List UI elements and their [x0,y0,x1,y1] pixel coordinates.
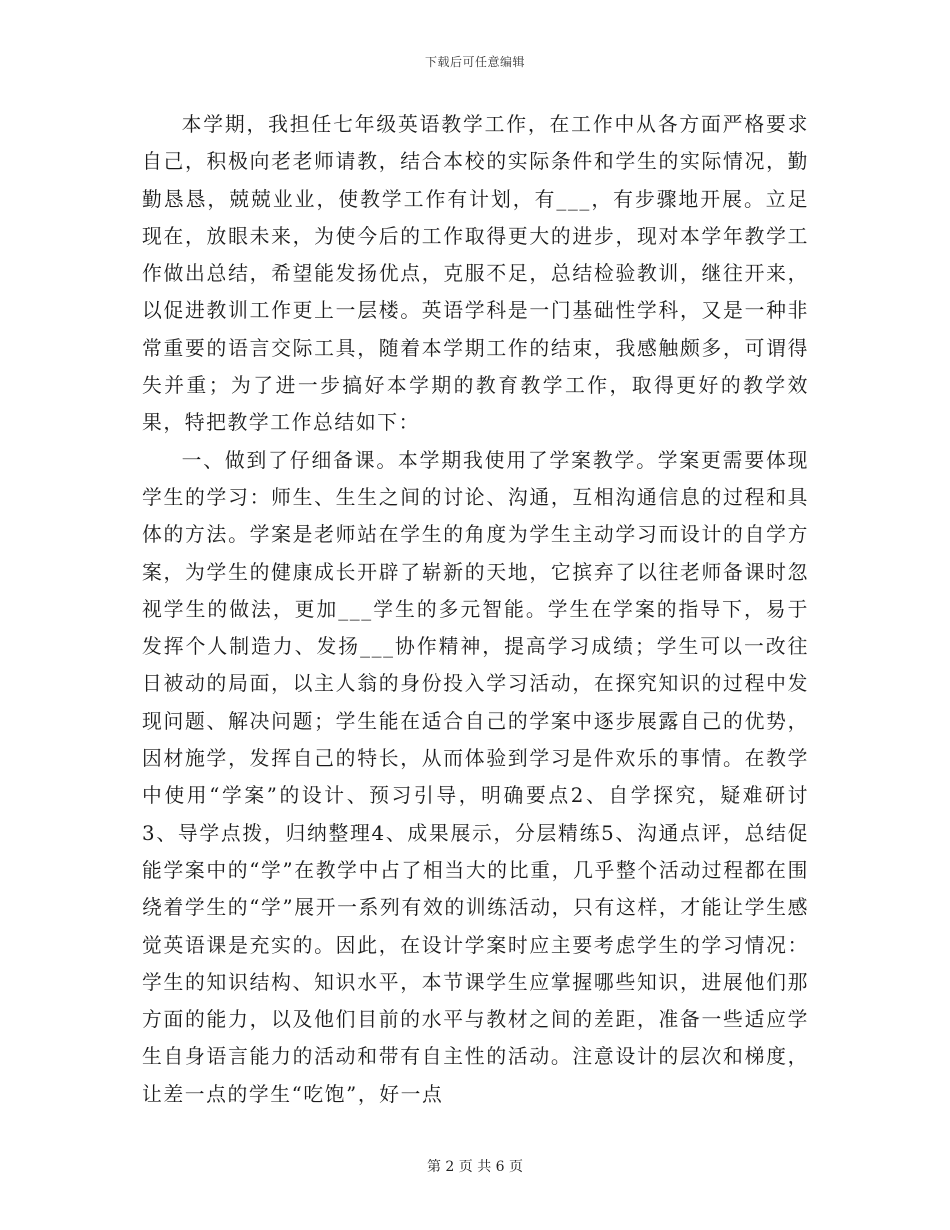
page-header: 下载后可任意编辑 [424,55,525,69]
paragraph-intro: 本学期，我担任七年级英语教学工作，在工作中从各方面严格要求自己，积极向老老师请教，结合本校的实际条件和学生的实际情况，勤勤恳恳，兢兢业业，使教学工作有计划，有___，有步骤地开展。立足现在，放眼未来，为使今后的工作取得更大的进步，现对本学年教学工作做出总结，希望能发扬优点，克服不足，总结检验教训，继往开来，以促进教训工作更上一层楼。英语学科是一门基础性学科，又是一种非常重要的语言交际工具，随着本学期工作的结束，我感触颇多，可谓得失并重；为了进一步搞好本学期的教育教学工作，取得更好的教学效果，特把教学工作总结如下： [142,113,809,435]
paragraph-section-one: 一、做到了仔细备课。本学期我使用了学案教学。学案更需要体现学生的学习：师生、生生之间的讨论、沟通，互相沟通信息的过程和具体的方法。学案是老师站在学生的角度为学生主动学习而设计的自学方案，为学生的健康成长开辟了崭新的天地，它摈弃了以往老师备课时忽视学生的做法，更加___学生的多元智能。学生在学案的指导下，易于发挥个人制造力、发扬___协作精神，提高学习成绩；学生可以一改往日被动的局面，以主人翁的身份投入学习活动，在探究知识的过程中发现问题、解决问题；学生能在适合自己的学案中逐步展露自己的优势，因材施学，发挥自己的特长，从而体验到学习是件欢乐的事情。在教学中使用“学案”的设计、预习引导，明确要点2、自学探究，疑难研讨3、导学点拨，归纳整理4、成果展示，分层精练5、沟通点评，总结促能学案中的“学”在教学中占了相当大的比重，几乎整个活动过程都在围绕着学生的“学”展开一系列有效的训练活动，只有这样，才能让学生感觉英语课是充实的。因此，在设计学案时应主要考虑学生的学习情况：学生的知识结构、知识水平，本节课学生应掌握哪些知识，进展他们那方面的能力，以及他们目前的水平与教材之间的差距，准备一些适应学生自身语言能力的活动和带有自主性的活动。注意设计的层次和梯度，让差一点的学生“吃饱”，好一点 [142,448,809,1106]
page-number: 第 2 页 共 6 页 [426,1159,524,1175]
document-body [142,106,809,1113]
